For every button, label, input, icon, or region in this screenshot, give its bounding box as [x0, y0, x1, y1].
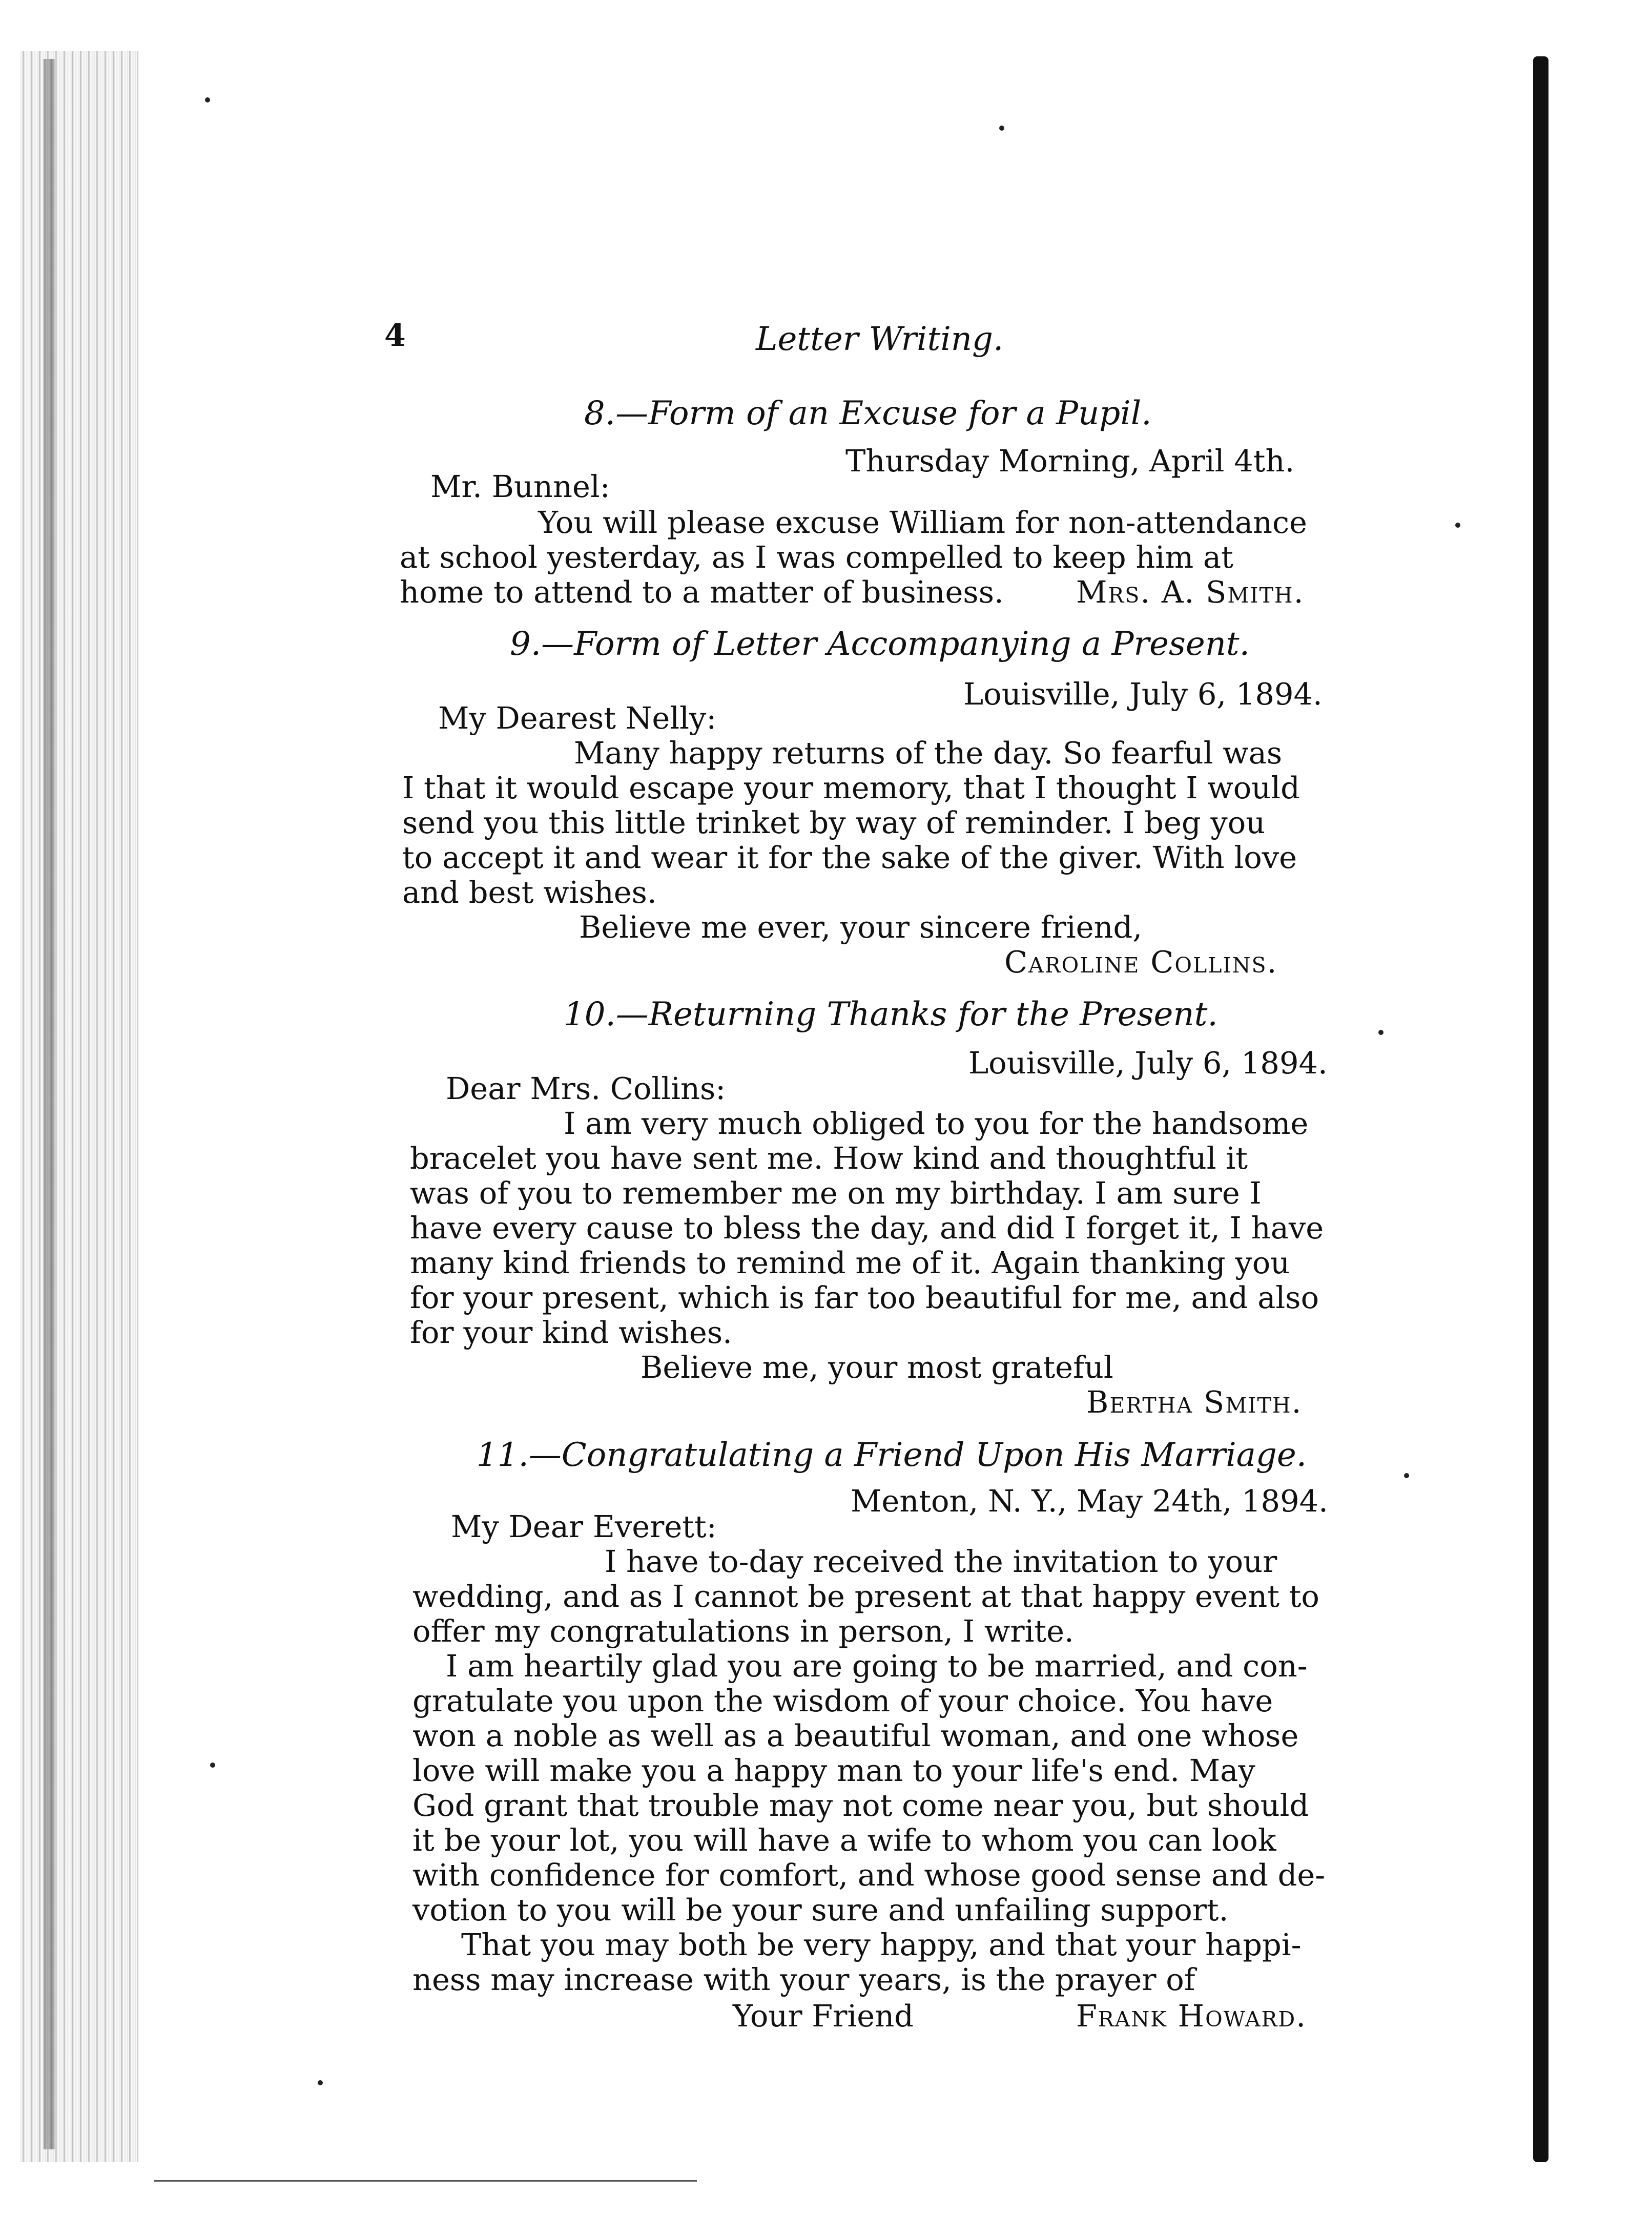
letter-signature: Bertha Smith.	[1086, 1384, 1303, 1420]
print-speck	[999, 126, 1004, 131]
letter-body-line: to accept it and wear it for the sake of the giver. With love	[402, 840, 1297, 875]
letter-body-line: for your kind wishes.	[410, 1315, 732, 1350]
letter-salutation: Mr. Bunnel:	[430, 469, 610, 504]
print-speck	[1455, 523, 1460, 528]
letter-body-line: I have to-day received the invitation to your	[605, 1544, 1277, 1579]
print-speck	[1378, 1030, 1383, 1035]
letter-body-line: send you this little trinket by way of reminder. I beg you	[402, 805, 1266, 840]
page-number: 4	[384, 318, 406, 354]
letter-body-line: bracelet you have sent me. How kind and thoughtful it	[410, 1141, 1248, 1176]
letter-dateline: Menton, N. Y., May 24th, 1894.	[851, 1483, 1328, 1519]
scanned-binding-edge	[20, 51, 138, 2162]
print-speck	[1404, 1473, 1409, 1478]
letter-heading: 10.—Returning Thanks for the Present.	[564, 996, 1218, 1033]
page-edge-shadow	[1533, 56, 1548, 2162]
letter-body-line: God grant that trouble may not come near you, but should	[412, 1788, 1309, 1823]
print-speck	[318, 2080, 323, 2085]
letter-body-line: have every cause to bless the day, and did I forget it, I have	[410, 1210, 1324, 1246]
letter-dateline: Louisville, July 6, 1894.	[968, 1045, 1328, 1081]
letter-dateline: Louisville, July 6, 1894.	[963, 676, 1323, 712]
letter-salutation: My Dear Everett:	[451, 1509, 717, 1544]
letter-body-line: votion to you will be your sure and unfailing support.	[412, 1892, 1229, 1928]
letter-heading: 11.—Congratulating a Friend Upon His Marriage.	[477, 1436, 1307, 1474]
bottom-edge-rule	[154, 2180, 697, 2182]
print-speck	[210, 1763, 215, 1768]
letter-body-line: and best wishes.	[402, 875, 657, 910]
letter-salutation: My Dearest Nelly:	[438, 700, 717, 736]
letter-closing: Believe me ever, your sincere friend,	[579, 909, 1143, 945]
letter-salutation: Dear Mrs. Collins:	[446, 1071, 726, 1106]
print-speck	[205, 97, 210, 102]
letter-signature: Caroline Collins.	[1004, 944, 1278, 980]
letter-body-line: gratulate you upon the wisdom of your choice. You have	[412, 1683, 1273, 1718]
letter-closing: Believe me, your most grateful	[641, 1350, 1113, 1385]
letter-body-line: I am very much obliged to you for the handsome	[564, 1106, 1309, 1141]
letter-dateline: Thursday Morning, April 4th.	[845, 443, 1295, 479]
letter-body-line: many kind friends to remind me of it. Again thanking you	[410, 1245, 1290, 1280]
letter-body-line: at school yesterday, as I was compelled to keep him at	[400, 540, 1233, 575]
letter-body-line: offer my congratulations in person, I write.	[412, 1613, 1074, 1649]
letter-body-line: was of you to remember me on my birthday. I am sure I	[410, 1175, 1262, 1211]
letter-body-line: You will please excuse William for non-attendance	[538, 505, 1307, 540]
running-head: Letter Writing.	[756, 320, 1004, 358]
letter-body-line: love will make you a happy man to your life's end. May	[412, 1753, 1255, 1788]
letter-body-line: ness may increase with your years, is the prayer of	[412, 1962, 1195, 1997]
letter-signature: Frank Howard.	[1076, 1998, 1307, 2034]
letter-signature: Mrs. A. Smith.	[1076, 574, 1305, 610]
letter-body-line: Many happy returns of the day. So fearful was	[574, 735, 1283, 771]
letter-body-line: home to attend to a matter of business.	[400, 574, 1004, 610]
letter-body-line: wedding, and as I cannot be present at that happy event to	[412, 1579, 1319, 1614]
letter-heading: 9.—Form of Letter Accompanying a Present.	[510, 625, 1250, 663]
letter-body-line: I am heartily glad you are going to be married, and con-	[446, 1648, 1308, 1684]
letter-body-line: for your present, which is far too beautiful for me, and also	[410, 1280, 1319, 1315]
letter-body-line: I that it would escape your memory, that I thought I would	[402, 770, 1300, 805]
letter-heading: 8.—Form of an Excuse for a Pupil.	[584, 395, 1152, 432]
letter-body-line: won a noble as well as a beautiful woman, and one whose	[412, 1718, 1299, 1753]
letter-body-line: it be your lot, you will have a wife to whom you can look	[412, 1822, 1276, 1858]
binding-shadow	[44, 59, 55, 2149]
letter-body-line: with confidence for comfort, and whose good sense and de-	[412, 1857, 1326, 1893]
letter-body-line: That you may both be very happy, and that your happi-	[461, 1927, 1302, 1962]
letter-closing: Your Friend	[733, 1998, 914, 2034]
